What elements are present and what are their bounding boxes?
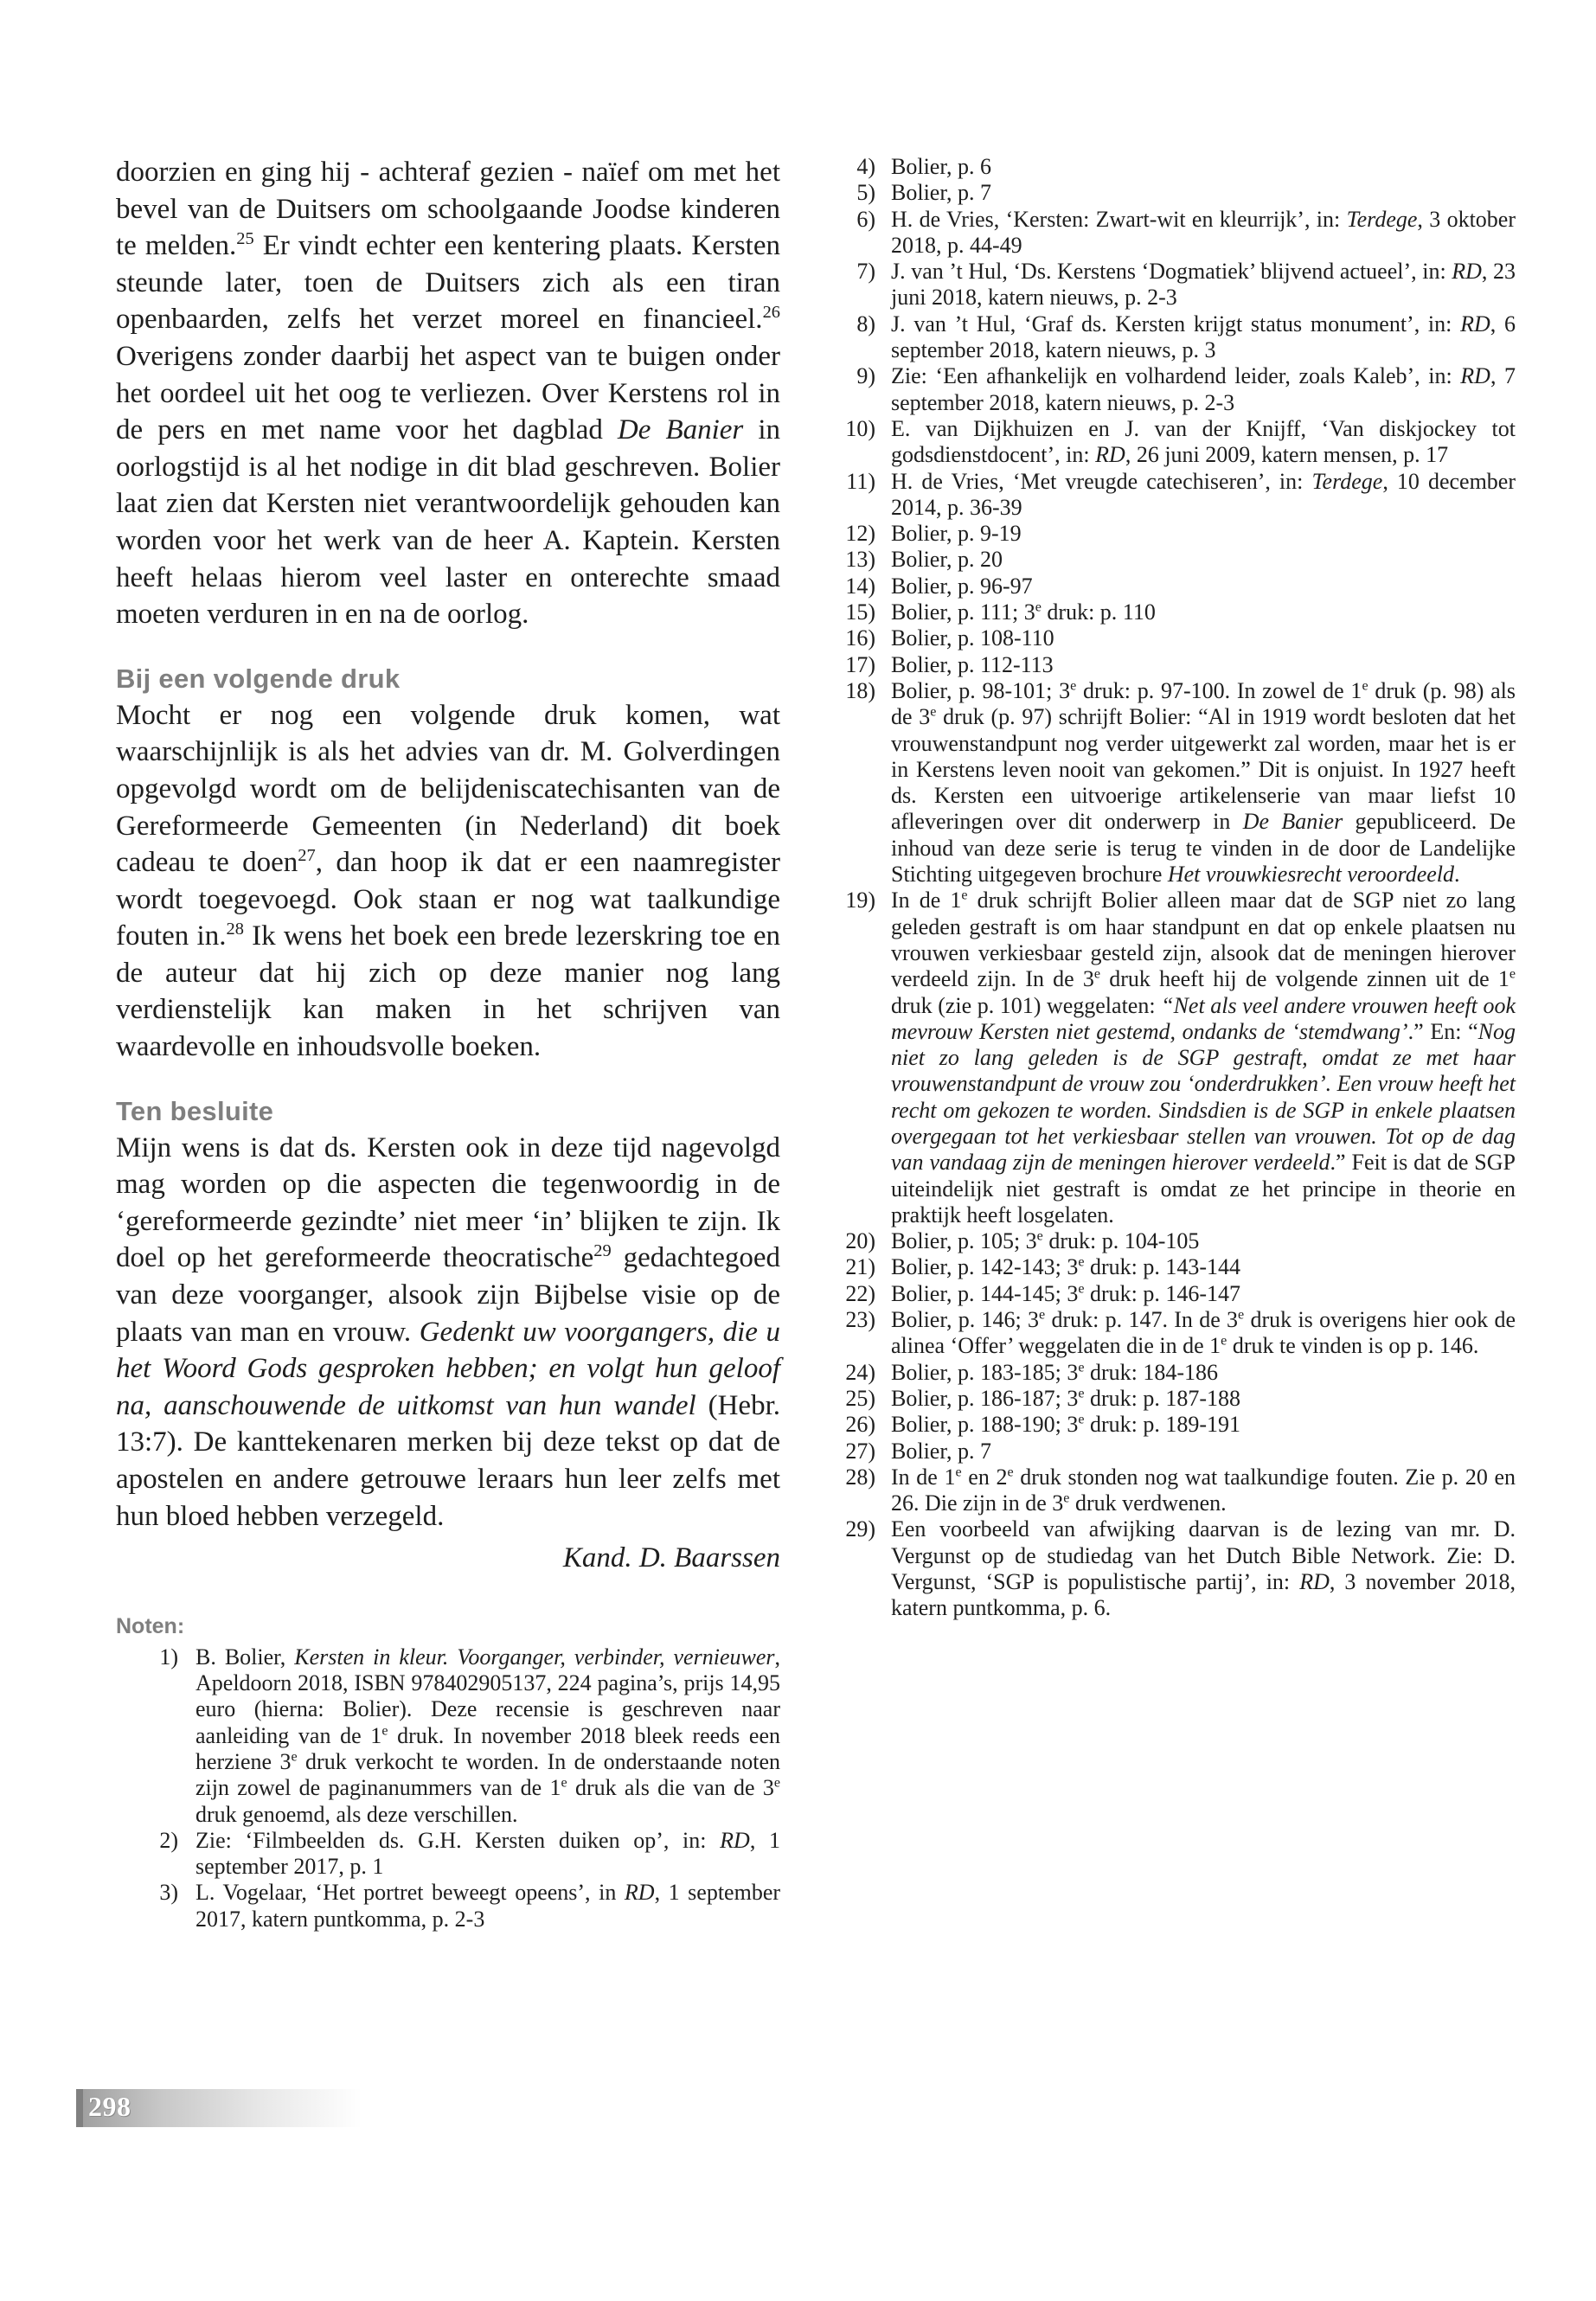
footnote-number: 12) bbox=[845, 521, 875, 547]
page-number-bar bbox=[76, 2089, 362, 2127]
footnote-item bbox=[829, 154, 1516, 180]
footnote-text: E. van Dijkhuizen en J. van der Knijff, ‘Van diskjockey tot godsdienstdocent’, in: RD, 26 juni 2009, katern mensen, p. 17 bbox=[891, 415, 1516, 468]
footnote-text: H. de Vries, ‘Met vreugde catechiseren’, in: Terdege, 10 december 2014, p. 36-39 bbox=[891, 468, 1516, 520]
footnote-item bbox=[829, 311, 1516, 364]
footnote-text: Zie: ‘Een afhankelijk en volhardend leider, zoals Kaleb’, in: RD, 7 september 2018, katern nieuws, p. 2-3 bbox=[891, 363, 1516, 415]
footnote-item bbox=[829, 1386, 1516, 1412]
footnote-item bbox=[829, 599, 1516, 625]
footnote-text: Bolier, p. 6 bbox=[891, 154, 991, 179]
footnote-item bbox=[829, 1439, 1516, 1465]
footnote-number: 24) bbox=[845, 1359, 875, 1385]
footnote-text: B. Bolier, Kersten in kleur. Voorganger, verbinder, vernieuwer, Apeldoorn 2018, ISBN 978402905137, 224 pagina’s, prijs 14,95 euro (hierna: Bolier). Deze recensie is geschreven naar aanleiding van de 1e druk. In november 2018 bleek reeds een herziene 3e druk verkocht te worden. In de onderstaande noten zijn zowel de paginanummers van de 1e druk als die van de 3e druk genoemd, als deze verschillen. bbox=[195, 1644, 780, 1827]
paragraph: Mijn wens is dat ds. Kersten ook in deze tijd nagevolgd mag worden op die aspecten die tegenwoordig in de ‘gereformeerde gezindte’ niet meer ‘in’ blijken te zijn. Ik doel op het gereformeerde theocratische$^{29}$ gedachtegoed van deze voorganger, alsook zijn Bijbelse visie op de plaats van man en vrouw. Gedenkt uw voorgangers, die u het Woord Gods gesproken hebben; en volgt hun geloof na, aanschouwende de uitkomst van hun wandel (Hebr. 13:7). De kanttekenaren merken bij deze tekst op dat de apostelen en andere getrouwe leraars hun leer zelfs met hun bloed hebben verzegeld. bbox=[116, 1131, 780, 1532]
footnote-text: Bolier, p. 111; 3e druk: p. 110 bbox=[891, 599, 1156, 625]
footnote-text: Bolier, p. 98-101; 3e druk: p. 97-100. In zowel de 1e druk (p. 98) als de 3e druk (p. 97) schrijft Bolier: “Al in 1919 wordt besloten dat het vrouwenstandpunt nog verder uitgewerkt zal worden, maar het is er in Kerstens leven nooit van gekomen.” Dit is onjuist. In 1927 heeft ds. Kersten een uitvoerige artikelenserie van maar liefst 10 afleveringen over dit onderwerp in De Banier gepubliceerd. De inhoud van deze serie is terug te vinden in de door de Landelijke Stichting uitgegeven brochure Het vrouwkiesrecht veroordeeld. bbox=[891, 677, 1516, 888]
footnote-item bbox=[829, 469, 1516, 522]
page-number: 298 bbox=[88, 2091, 131, 2122]
footnote-text: Bolier, p. 144-145; 3e druk: p. 146-147 bbox=[891, 1280, 1241, 1306]
footnote-number: 8) bbox=[856, 311, 875, 336]
footnote-text: Bolier, p. 142-143; 3e druk: p. 143-144 bbox=[891, 1254, 1241, 1280]
footnote-number: 3) bbox=[159, 1880, 178, 1906]
footnote-item bbox=[829, 625, 1516, 651]
footnote-text: In de 1e en 2e druk stonden nog wat taalkundige fouten. Zie p. 20 en 26. Die zijn in de 3e druk verdwenen. bbox=[891, 1464, 1516, 1516]
footnote-text: L. Vogelaar, ‘Het portret beweegt opeens’, in RD, 1 september 2017, katern puntkomma, p. 2-3 bbox=[195, 1880, 781, 1932]
paragraph: Mocht er nog een volgende druk komen, wat waarschijnlijk is als het advies van dr. M. Golverdingen opgevolgd wordt om de belijdeniscatechisanten van de Gereformeerde Gemeenten (in Nederland) dit boek cadeau te doen$^{27}$, dan hoop ik dat er een naamregister wordt toegevoegd. Ook staan er nog wat taalkundige fouten in.$^{28}$ Ik wens het boek een brede lezerskring toe en de auteur dat hij zich op deze manier nog lang verdienstelijk kan maken in het schrijven van waardevolle en inhoudsvolle boeken. bbox=[116, 699, 780, 1063]
paragraph: doorzien en ging hij - achteraf gezien - naïef om met het bevel van de Duitsers om schoolgaande Joodse kinderen te melden.$^{25}$ Er vindt echter een kentering plaats. Kersten steunde later, toen de Duitsers zich als een tiran openbaarden, zelfs het verzet moreel en financieel.$^{26}$ Overigens zonder daarbij het aspect van te buigen onder het oordeel uit het oog te verliezen. Over Kerstens rol in de pers en met name voor het dagblad De Banier in oorlogstijd is al het nodige in dit blad geschreven. Bolier laat zien dat Kersten niet verantwoordelijk gehouden kan worden voor het werk van de heer A. Kaptein. Kersten heeft helaas hierom veel laster en onterechte smaad moeten verduren in en na de oorlog. bbox=[116, 157, 781, 631]
footnote-item bbox=[829, 259, 1516, 311]
footnote-text: Bolier, p. 183-185; 3e druk: 184-186 bbox=[891, 1359, 1219, 1385]
footnote-number: 1) bbox=[159, 1644, 178, 1670]
footnote-item bbox=[829, 1228, 1516, 1254]
notes-heading: Noten: bbox=[116, 1613, 185, 1638]
footnote-item bbox=[116, 1644, 780, 1828]
footnote-text: Bolier, p. 96-97 bbox=[891, 573, 1033, 599]
footnote-number: 6) bbox=[856, 206, 875, 232]
footnote-number: 26) bbox=[845, 1412, 875, 1438]
footnote-text: In de 1e druk schrijft Bolier alleen maar dat de SGP niet zo lang geleden gestraft is om haar standpunt en dat op enkele plaatsen nu vrouwen verkiesbaar gesteld zijn, alsook dat de meningen hierover verdeeld zijn. In de 3e druk heeft hij de volgende zinnen uit de 1e druk (zie p. 101) weggelaten: “Net als veel andere vrouwen heeft ook mevrouw Kersten niet gestemd, ondanks de ‘stemdwang’.” En: “Nog niet zo lang geleden is de SGP gestraft, omdat ze met haar vrouwenstandpunt de vrouw zou ‘onderdrukken’. Een vrouw heeft het recht om gekozen te worden. Sindsdien is de SGP in enkele plaatsen overgegaan tot het verkiesbaar stellen van vrouwen. Tot op de dag van vandaag zijn de meningen hierover verdeeld.” Feit is dat de SGP uiteindelijk niet gestraft is omdat ze het principe in theorie en praktijk heeft losgelaten. bbox=[891, 888, 1516, 1227]
section-heading-ten-besluite: Ten besluite bbox=[116, 1095, 274, 1126]
footnote-text: Bolier, p. 146; 3e druk: p. 147. In de 3e druk is overigens hier ook de alinea ‘Offer’ weggelaten die in de 1e druk te vinden is op p. 146. bbox=[891, 1307, 1516, 1359]
footnote-number: 7) bbox=[856, 259, 875, 285]
footnote-number: 21) bbox=[845, 1254, 875, 1280]
footnote-item bbox=[829, 888, 1516, 1228]
footnote-item bbox=[829, 678, 1516, 888]
footnote-number: 19) bbox=[845, 888, 875, 913]
footnote-number: 2) bbox=[159, 1827, 178, 1853]
notes-list-right bbox=[829, 154, 1516, 1622]
footnote-text: Bolier, p. 105; 3e druk: p. 104-105 bbox=[891, 1228, 1200, 1254]
notes-list-left bbox=[116, 1644, 780, 1932]
left-column bbox=[116, 154, 780, 1932]
footnote-number: 20) bbox=[845, 1228, 875, 1254]
footnote-number: 29) bbox=[845, 1516, 875, 1542]
footnote-number: 13) bbox=[845, 547, 875, 573]
footnote-item bbox=[829, 547, 1516, 573]
body-text-left bbox=[116, 154, 780, 1577]
footnote-number: 22) bbox=[845, 1280, 875, 1306]
footnote-item bbox=[829, 363, 1516, 416]
footnote-text: Bolier, p. 7 bbox=[891, 1438, 991, 1464]
footnote-item bbox=[829, 574, 1516, 599]
footnote-text: J. van ’t Hul, ‘Ds. Kerstens ‘Dogmatiek’ blijvend actueel’, in: RD, 23 juni 2018, katern nieuws, p. 2-3 bbox=[891, 259, 1516, 311]
footnote-text: Bolier, p. 20 bbox=[891, 547, 1003, 573]
footnote-item bbox=[829, 180, 1516, 206]
footnote-item bbox=[829, 416, 1516, 469]
author-signature: Kand. D. Baarssen bbox=[562, 1542, 780, 1574]
footnote-item bbox=[829, 652, 1516, 678]
footnote-item bbox=[829, 207, 1516, 260]
footnote-number: 25) bbox=[845, 1385, 875, 1411]
footnote-item bbox=[829, 1254, 1516, 1280]
footnote-number: 17) bbox=[845, 651, 875, 677]
footnote-text: J. van ’t Hul, ‘Graf ds. Kersten krijgt status monument’, in: RD, 6 september 2018, katern nieuws, p. 3 bbox=[891, 311, 1516, 363]
footnote-item bbox=[829, 1307, 1516, 1360]
footnote-number: 5) bbox=[856, 180, 875, 206]
footnote-item bbox=[116, 1880, 780, 1932]
footnote-text: Bolier, p. 108-110 bbox=[891, 625, 1054, 651]
footnote-item bbox=[829, 1465, 1516, 1517]
footnote-number: 11) bbox=[846, 468, 875, 494]
footnote-text: Bolier, p. 112-113 bbox=[891, 651, 1054, 677]
footnote-number: 18) bbox=[845, 677, 875, 703]
footnote-number: 15) bbox=[845, 599, 875, 625]
footnote-number: 10) bbox=[845, 415, 875, 441]
page-bar-edge bbox=[76, 2089, 83, 2127]
footnote-item bbox=[116, 1828, 780, 1881]
footnote-number: 9) bbox=[856, 363, 875, 389]
footnote-item bbox=[829, 1412, 1516, 1438]
footnote-item bbox=[829, 1516, 1516, 1621]
footnote-number: 28) bbox=[845, 1464, 875, 1490]
footnote-text: H. de Vries, ‘Kersten: Zwart-wit en kleurrijk’, in: Terdege, 3 oktober 2018, p. 44-49 bbox=[891, 206, 1516, 258]
footnote-item bbox=[829, 1360, 1516, 1386]
footnote-number: 23) bbox=[845, 1307, 875, 1333]
footnote-text: Zie: ‘Filmbeelden ds. G.H. Kersten duiken op’, in: RD, 1 september 2017, p. 1 bbox=[195, 1827, 781, 1880]
footnote-item bbox=[829, 1281, 1516, 1307]
right-column bbox=[829, 154, 1516, 1622]
footnote-item bbox=[829, 521, 1516, 547]
footnote-text: Bolier, p. 186-187; 3e druk: p. 187-188 bbox=[891, 1385, 1241, 1411]
footnote-text: Bolier, p. 7 bbox=[891, 180, 991, 206]
footnote-text: Bolier, p. 9-19 bbox=[891, 521, 1022, 547]
section-heading-volgende-druk: Bij een volgende druk bbox=[116, 663, 401, 694]
footnote-number: 16) bbox=[845, 625, 875, 651]
footnote-text: Bolier, p. 188-190; 3e druk: p. 189-191 bbox=[891, 1412, 1241, 1438]
footnote-text: Een voorbeeld van afwijking daarvan is de lezing van mr. D. Vergunst op de studiedag van het Dutch Bible Network. Zie: D. Vergunst, ‘SGP is populistische partij’, in: RD, 3 november 2018, katern puntkomma, p. 6. bbox=[891, 1516, 1516, 1621]
footnote-number: 27) bbox=[845, 1438, 875, 1464]
footnote-number: 14) bbox=[845, 573, 875, 599]
footnote-number: 4) bbox=[856, 154, 875, 179]
